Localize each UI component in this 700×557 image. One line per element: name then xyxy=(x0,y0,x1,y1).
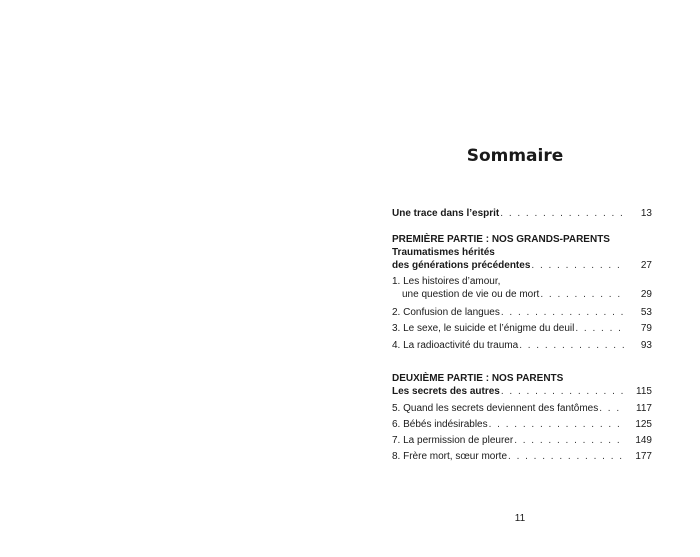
toc-entry-chapter-4[interactable] xyxy=(392,339,652,352)
dot-leader xyxy=(500,207,625,220)
toc-entry-title-line1: Traumatismes hérités xyxy=(392,247,495,258)
toc-entry-page: 13 xyxy=(640,208,652,219)
toc-entry-page: 29 xyxy=(640,289,652,300)
toc-entry-chapter-5[interactable] xyxy=(392,402,652,415)
dot-leader xyxy=(540,288,625,301)
toc-entry-page: 53 xyxy=(640,307,652,318)
toc-entry-title-line2: une question de vie ou de mort xyxy=(402,289,540,300)
toc-entry-chapter-6[interactable] xyxy=(392,418,652,431)
toc-entry-page: 79 xyxy=(640,323,652,334)
part-heading: DEUXIÈME PARTIE : NOS PARENTS xyxy=(392,373,564,384)
dot-leader xyxy=(575,322,625,335)
dot-leader xyxy=(531,259,625,272)
toc-entry-page: 115 xyxy=(636,386,652,397)
dot-leader xyxy=(489,418,625,431)
toc-entry-title: Une trace dans l’esprit xyxy=(392,208,500,219)
toc-entry-title: 3. Le sexe, le suicide et l’énigme du deuil xyxy=(392,323,575,334)
dot-leader xyxy=(508,450,625,463)
toc-entry-title-line2: des générations précédentes xyxy=(392,260,531,271)
dot-leader xyxy=(501,385,625,398)
page-title: Sommaire xyxy=(466,146,564,166)
toc-entry-chapter-7[interactable] xyxy=(392,434,652,447)
dot-leader xyxy=(599,402,625,415)
toc-entry-title: 5. Quand les secrets deviennent des fantômes xyxy=(392,403,599,414)
toc-entry-chapter-1[interactable] xyxy=(392,275,652,301)
toc-entry-title: Les secrets des autres xyxy=(392,386,500,397)
toc-entry-page: 149 xyxy=(635,435,652,446)
dot-leader xyxy=(501,306,625,319)
toc-entry-chapter-8[interactable] xyxy=(392,450,652,463)
toc-entry-page: 27 xyxy=(640,260,652,271)
toc-entry-chapter-3[interactable] xyxy=(392,322,652,335)
toc-entry-title: 2. Confusion de langues xyxy=(392,307,500,318)
dot-leader xyxy=(519,339,625,352)
toc-entry-page: 177 xyxy=(635,451,652,462)
toc-entry-title: 4. La radioactivité du trauma xyxy=(392,340,519,351)
dot-leader xyxy=(514,434,625,447)
toc-entry-page: 117 xyxy=(636,403,652,414)
toc-entry-part1-section[interactable] xyxy=(392,246,652,272)
toc-entry-part2-section[interactable] xyxy=(392,385,652,398)
toc-entry-page: 93 xyxy=(640,340,652,351)
page-number: 11 xyxy=(514,513,526,524)
toc-entry-title: 8. Frère mort, sœur morte xyxy=(392,451,508,462)
toc-entry-page: 125 xyxy=(635,419,652,430)
toc-entry-title: 7. La permission de pleurer xyxy=(392,435,514,446)
toc-entry-chapter-2[interactable] xyxy=(392,306,652,319)
toc-entry-title-line1: 1. Les histoires d’amour, xyxy=(392,276,501,287)
part-heading: PREMIÈRE PARTIE : NOS GRANDS-PARENTS xyxy=(392,234,610,245)
toc-entry-intro[interactable] xyxy=(392,207,652,220)
toc-entry-title: 6. Bébés indésirables xyxy=(392,419,488,430)
